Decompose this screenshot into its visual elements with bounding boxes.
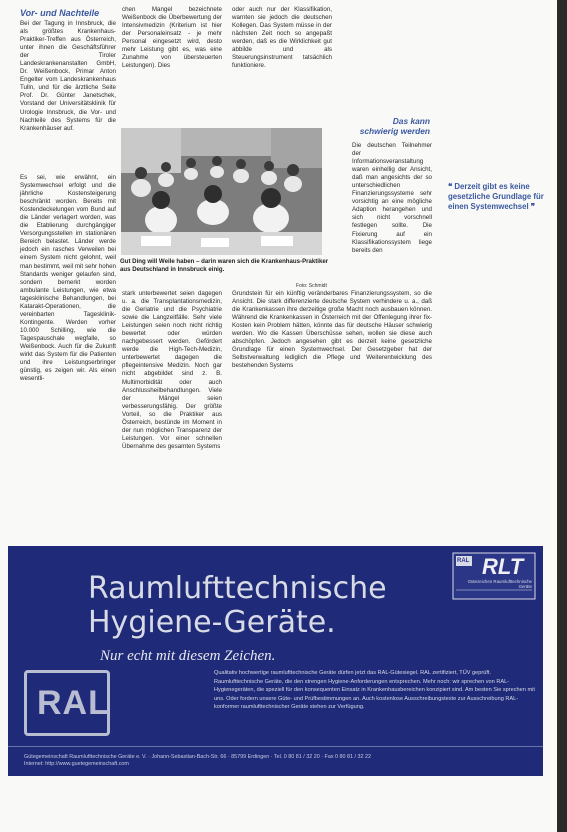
paragraph: Die deutschen Teilnehmer der Informationsveranstaltung waren einhellig der Ansicht, daß man angesichts der so unterschiedlichen Finanzierungssysteme sehr vorsichtig an eine mögliche Adaption herangehen und sich nicht vorschnell festlegen sollte. Die Fixierung auf ein Klassifikationssystem liege bereits den [352,142,432,254]
ad-address: Gütegemeinschaft Raumlufttechnische Geräte e. V. · Johann-Sebastian-Bach-Str. 66 · 85799 Erdingen · Tel. 0 80 81 / 32 20 · Fax 0 80 81 / 32 22 [24,754,372,760]
column-1-top [20,20,116,133]
audience-photo-image [121,128,322,255]
column-4-mid [352,142,432,255]
rlt-subtitle: Gütezeichen Raumlufttechnische Geräte [467,579,532,590]
photo-credit: Foto: Schmidt [296,283,327,289]
ral-logo-text: RAL [37,684,110,722]
column-3-top [232,6,332,70]
section-heading-left: Vor- und Nachteile [20,8,100,18]
column-4-bottom [232,290,432,370]
photo-caption: Gut Ding will Weile haben – darin waren sich die Krankenhaus-Praktiker aus Deutschland in Innsbruck einig. [120,258,329,273]
pull-quote [448,182,564,212]
conference-photo [121,128,322,255]
ad-footer [24,754,536,769]
column-1-mid [20,174,116,383]
paragraph: stark unterbewertet seien dagegen u. a. die Transplantationsmedizin, die Geriatrie und die Psychiatrie sowie die Langzeitfälle. Sehr viele Leistungen seien noch nicht richtig bewertet oder würden nachgebessert werden. Gefördert werde die High-Tech-Medizin, unterbewertet dagegen die pflegeintensive Medizin. Noch gar nicht abgebildet sind z. B. Multimorbidität oder auch Anschlussheilbehandlungen. Viele der Mängel seien verbesserungsfähig. Der größte Vorteil, so die Praktiker aus Österreich, bestünde im Moment in der nun möglichen Transparenz der Leistungen. Vor einer schnellen Übernahme des gesamten Systems [122,290,222,450]
pull-quote-text: Derzeit gibt es keine gesetzliche Grundlage für einen Systemwechsel [448,182,544,211]
paragraph: Es sei, wie erwähnt, ein Systemwechsel erfolgt und die jährliche Kostensteigerung beschränkt worden. Bereits mit Kostendeckelungen vom Bund auf die Länder verlagert worden, was die Etablierung durchgängiger Versorgungsstellen im stationären Bereich belastet. Länder werde jedoch ein rasches Verweilen bei einem System nicht gelohnt, weil man bestimmt, weil mit sehr hohen Standards weniger gelaufen sind, sondern bemerkt worden ambulante Leistungen, wie etwa tagesklinische Behandlungen, bei Katarakt-Operationen, die vereinbarten Tagesklinik-Kontingente. Werden vorher 10.000 Schilling, wie die Tagespauschale wegfalle, so Weißenbock. Auch für die Zukunft wirkt das System für die Patienten und ihre Leistungserbringer günstig, es zeigen wir. Als einen wesentli- [20,174,116,383]
column-2-top [122,6,222,70]
ad-body-text: Qualitativ hochwertige raumlufttechnische Geräte dürfen jetzt das RAL-Gütesiegel. RAL zertifiziert, TÜV geprüft. Raumlufttechnische Geräte, die den strengen Hygiene-Anforderungen entsprechen. Mehr noch: wir sprechen von RAL-Hygienegeräten, die speziell für den konsequenten Einsatz in Krankenhausbereichen konzipiert sind. Am besten Sie sprechen mit uns. Oder fordern unsere Güte- und Prüfbestimmungen an. Auch kostenlose Ausschreibungstexte zur Ausschreibung RAL-konformer raumlufttechnischer Geräte stehen zur Verfügung. [214,670,535,711]
rlt-logo-text: RLT [482,554,524,579]
rlt-small-ral-text: RAL [457,558,470,564]
paragraph: oder auch nur der Klassifikation, warnten sie jedoch die deutschen Kollegen. Das System müsse in der nächsten Zeit noch so angepaßt werden, daß es die Wirklichkeit gut abbilde und als Steuerungsinstrument tatsächlich funktioniere. [232,6,332,70]
paragraph: Bei der Tagung in Innsbruck, die als größtes Krankenhaus-Praktiker-Treffen aus Österreich, unter ihnen die Geschäftsführer der Tiroler Landeskrankenanstalten GmbH, Dr. Weißenbock, Primar Anton Engelter vom Landeskrankenhaus Tulln, und für die ärztliche Seite Prof. Dr. Günter Janetschek, Vorstand der Universitätsklinik für Urologie Innsbruck, die Vor- und Nachteile des Systems für die Krankenhäuser auf. [20,20,116,132]
advertisement [8,546,543,776]
rlt-logo [452,552,536,600]
paragraph: Grundstein für ein künftig veränderbares Finanzierungssystem, so die Ansicht. Die stark differenzierte deutsche System verhindere u. a., daß die Krankenkassen ihre derzeitige große Macht noch ausbauen können. Während die Krankenkassen in Österreich mit der Offenlegung ihrer fix-Kosten kein Problem hätten, könnte das für deutsche Häuser schwierig werden. Wo die Kassen Überschüsse sehen, wollen sie diese auch abschöpfen. Jedoch angesehen gibt es derzeit keine gesetzliche Grundlage für einen Systemwechsel. Der Gesetzgeber hat der Selbstverwaltung lediglich die Pflege und Weiterentwicklung des bestehenden Systems [232,290,432,370]
ad-headline [88,572,387,640]
paragraph: chen Mangel bezeichnete Weißenbock die Überbewertung der Intensivmedizin (Kriterium ist hier der Personaleinsatz - je mehr Personal eingesetzt wird, desto mehr Leistung gibt es, was eine Zunahme von übersteuerten Leistungen). Dies [122,6,222,70]
quote-close-icon: ❞ [528,202,535,211]
ad-footer-divider [8,746,543,747]
ral-logo [24,670,110,736]
section-heading-right: Das kann schwierig werden [359,116,430,136]
quote-open-icon: ❝ [448,182,455,191]
ad-website-link[interactable]: Internet: http://www.guetegemeinschaft.com [24,761,129,768]
column-2-bottom [122,290,222,451]
page-edge-shadow [557,0,567,832]
ad-slogan: Nur echt mit diesem Zeichen. [100,648,276,664]
ad-headline-line-2: Hygiene-Geräte. [88,605,336,640]
ad-headline-line-1: Raumlufttechnische [88,571,387,606]
